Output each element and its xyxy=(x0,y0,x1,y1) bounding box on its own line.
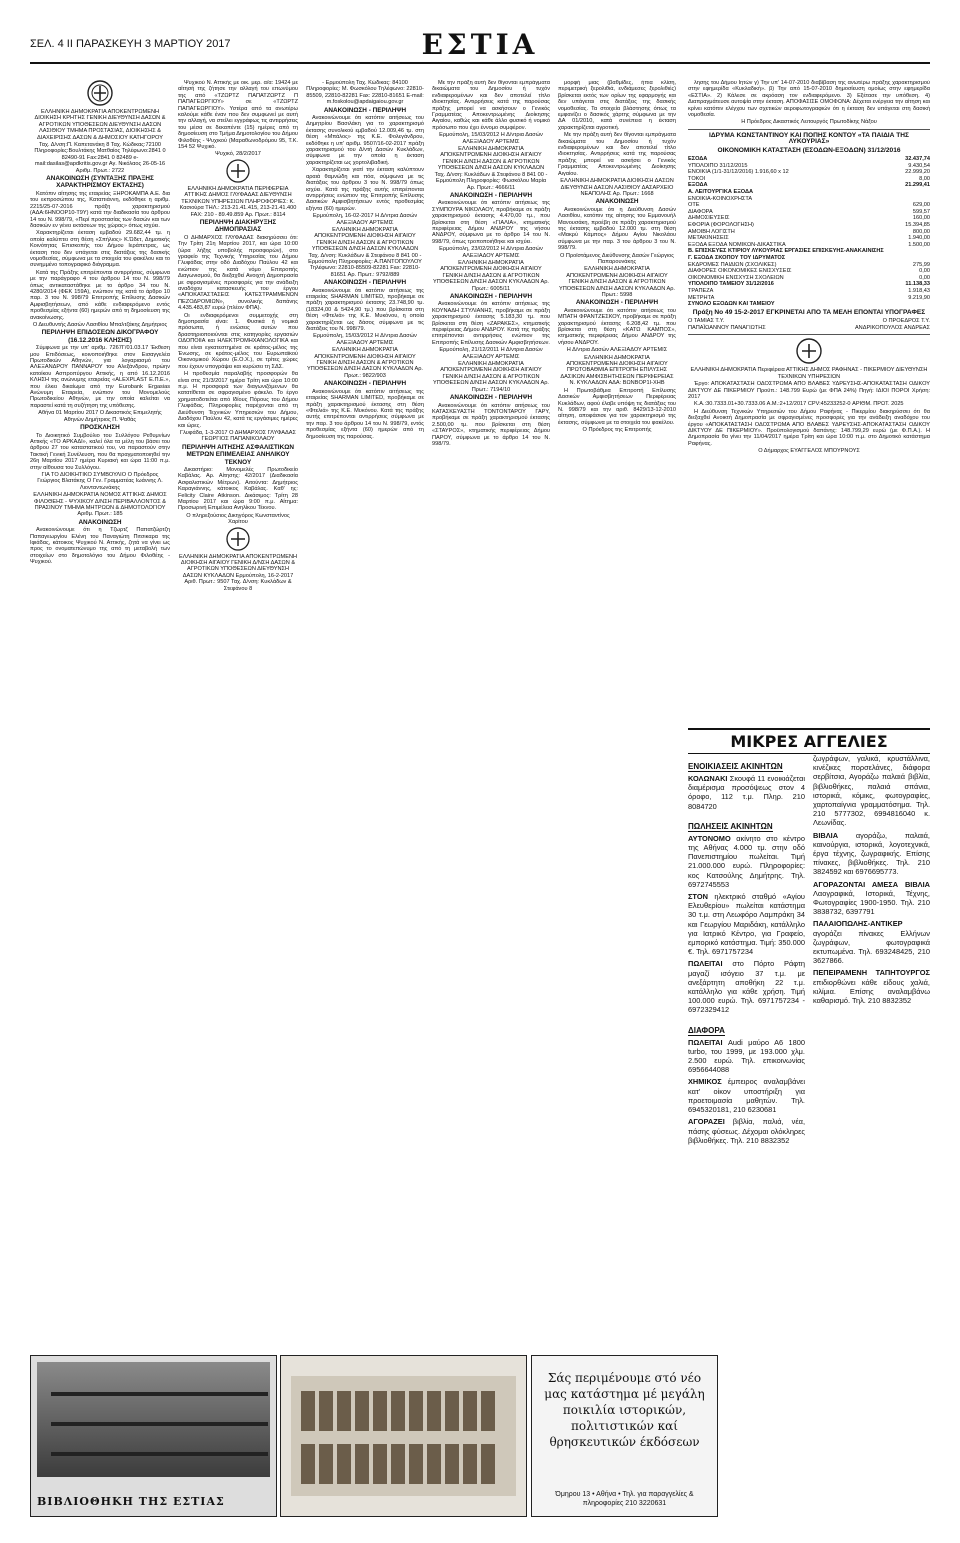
classified-ad-text: ακίνητο στο κέντρο της Αθήνας 4.000 τμ. στην οδό Πανεπιστημίου πωλείται. Τιμή 21.000.000 ευρώ. Πληροφορίες: κος Κατσούλης Δημήτρης. Τηλ. 6972745553 xyxy=(688,833,805,889)
notice-signature: Η Δ/ντρια Δασών ΑΛΕΞΙΑΔΟΥ ΑΡΤΕΜΙΣ xyxy=(566,347,668,354)
notice-body: Κατόπιν αίτησης της εταιρείας ΞΗΡΟΚΑΜΠΑ Α.Ε. δια του εκπροσώπου της, Καταπιάννη, εκδόθηκε η αριθμ. 2215/25-07-2016 πράξη χαρακτηρισμού (ΑΔΑ:6ΗΝΟΟΡ10-Τ9Υ) κατά την διαδικασία του άρθρου 14 του Ν. 998/79, «Περί προστασίας των δασών και των δασικών εν γένει εκτάσεων της χώρας» όπως ισχύει. xyxy=(30,190,170,229)
classifieds-columns xyxy=(688,754,930,1148)
statement-row-label: ΕΦΟΡΙΑ (ΦΟΡΟΛΟΓΗΣΗ) xyxy=(688,222,754,228)
library-caption: ΒΙΒΛΙΟΘΗΚΗ ΤΗΣ ΕΣΤΙΑΣ xyxy=(37,1495,225,1508)
notice-body: Ανακοινώνουμε ότι κατόπιν αιτήσεως του ΚΑΤΑΣΚΕΥΑΣΤΗ ΤΟΝΤΟΝΤΑΡΟΥ ΓΑΡΥ, προβήκαμε σε πράξη χαρακτηρισμού έκτασης 2.500,00 τμ. που βρίσκεται στη θέση «ΣΤΑΥΡΟΣ», κτηματικής περιφέρειας Δήμου ΠΑΡΟΥ, σύμφωνα με το άρθρο 14 του Ν. 998/79. xyxy=(432,402,550,447)
notice-body: Χαρακτηρίζεται γιατί την έκταση καλύπτουν αραιά θαμνώδη και πόα, σύμφωνα με τις διατάξεις του άρθρου 3 του Ν. 998/79 όπως ισχύει. Κατά της πράξης αυτής επιτρέπονται αντιρρήσεις ενώπιον της Επιτροπής Επίλυσης Δασικών Αμφισβητήσεων εντός προθεσμίας εξήντα (60) ημερών. xyxy=(306,167,424,212)
notice-body: Ο ΔΗΜΑΡΧΟΣ ΓΛΥΦΑΔΑΣ διακηρύσσει ότι: Την Τρίτη 21η Μαρτίου 2017, και ώρα 10:00 (ώρα λήξης υποβολής προσφορών), στο γραφείο της Τεχνικής Υπηρεσίας του Δήμου Γλυφάδας στην οδό Διαδόχου Παύλου 42 και ενώπιον της κατά νόμο Επιτροπής Διαγωνισμού, θα διεξαχθεί Ανοιχτή Δημοπρασία με σφραγισμένες προσφορές για την ανάδειξη αναδόχου κατασκευής του έργου «ΑΠΟΚΑΤΑΣΤΑΣΕΙΣ ΚΑΤΕΣΤΡΑΜΜΕΝΩΝ ΠΕΖΟΔΡΟΜΙΩΝ», συνολικής δαπάνης 4.435.483,87 ευρώ (πλέον ΦΠΑ). xyxy=(178,234,298,312)
bookstore-ad-text: Σάς περιμένουμε στό νέο μας κατάστημα μέ μεγάλη ποικιλία ιστορικών, πολιτιστικών καί θρησκευτικών έκδόσεων xyxy=(544,1371,705,1449)
greek-emblem-icon xyxy=(796,338,822,364)
authority-header: ΕΛΛΗΝΙΚΗ ΔΗΜΟΚΡΑΤΙΑ Περιφέρεια ΑΤΤΙΚΗΣ ΔΗΜΟΣ ΡΑΦΗΝΑΣ - ΠΙΚΕΡΜΙΟΥ ΔΙΕΥΘΥΝΣΗ ΤΕΧΝΙΚΩΝ ΥΠΗΡΕΣΙΩΝ xyxy=(690,367,928,380)
classifieds-column-left xyxy=(688,754,805,1148)
notice-signature: Αθήνα 01 Μαρτίου 2017 Ο Δικαστικός Επιμελητής Αθηνών Δημήτριος Π. Ψαθάς xyxy=(38,410,162,423)
classified-ad-lead: ΠΑΛΑΙΟΠΩΛΗΣ-ΑΝΤΙΚΕΡ xyxy=(813,919,903,929)
notice-body: Σύμφωνα με την υπ' αριθμ. 7267Γ/01.03.17 Έκθεση μου Επιδόσεως, κοινοποιήθηκε στον Εισαγγελέα Πρωτοδικών Αθηνών, για λογαριασμό του ΑΛΕΞΑΝΔΡΟΥ ΠΑΝΝΑΡΟΥ του Αλεξάνδρου, πρώην κατοίκου Ασπροπύργου Αττικής, η από 16.12.2016 ΚΛΗΣΗ της ανώνυμης εταιρείας «ALEXPLAST Ε.Π.Ε.», που έλκει δικαίωμα από την Eurobank Ergasias Ανώνυμη Εταιρεία, ενώπιον του Μονομελούς Πρωτοδικείου Αθηνών, με την οποία καλείται να παραστεί κατά τη συζήτηση της υπόθεσης. xyxy=(30,345,170,409)
tender-identifiers: Κ.Α.:30.7333.01+30.7333.06 Α.Μ.:2+12/2017 CPV:45233252-0 ΑΡΙΘΜ. ΠΡΩΤ. 2025 xyxy=(694,401,904,408)
statement-row-value: 275,99 xyxy=(912,261,930,268)
statement-row-value: 0,00 xyxy=(919,274,930,281)
notice-body: Ανακοινώνουμε ότι κατόπιν αιτήσεως του Δημητρίου Βασιλάκη για το χαρακτηρισμό έκτασης συνολικού εμβαδού 12.009,46 τμ. στη θέση «Μπάλος» της Κ.Ε. Φολεγάνδρου, εκδόθηκε η υπ' αριθμ. 9507/16-02-2017 πράξη χαρακτηρισμού του Δ/ντή Δασών Κυκλάδων, σύμφωνα με την οποία η έκταση χαρακτηρίζεται ως χορτολιβαδική. xyxy=(306,115,424,166)
statement-row-label: ΑΜΟΙΒΗ ΛΟΓΙΣΤΗ xyxy=(688,228,735,235)
classified-category-heading: ΠΩΛΗΣΕΙΣ ΑΚΙΝΗΤΩΝ xyxy=(688,821,773,831)
notice-heading: ΑΝΑΚΟΙΝΩΣΗ - ΠΕΡΙΛΗΨΗ xyxy=(575,299,659,307)
authority-header: ΕΛΛΗΝΙΚΗ ΔΗΜΟΚΡΑΤΙΑ ΑΠΟΚΕΝΤΡΩΜΕΝΗ ΔΙΟΙΚΗΣΗ ΑΙΓΑΙΟΥ ΓΕΝΙΚΗ Δ/ΝΣΗ ΔΑΣΩΝ & ΑΓΡΟΤΙΚΩΝ ΥΠΟΘΕΣΕΩΝ Δ/ΝΣΗ ΔΑΣΩΝ ΚΥΚΛΑΔΩΝ Αρ. Πρωτ.: 9822/903 xyxy=(307,347,423,379)
divider xyxy=(688,334,930,335)
classified-ad-lead: ΑΥΤΟΝΟΜΟ xyxy=(688,833,737,843)
balance-rows xyxy=(688,288,930,301)
classified-ad-text: βιβλία, παλιά, νέα, πάσης φύσεως. Δέχομαι ολόκληρες βιβλιοθήκες. Τηλ. 210 8832352 xyxy=(688,1117,805,1145)
notice-heading: ΑΝΑΚΟΙΝΩΣΗ xyxy=(78,518,122,526)
statement-row-value: 1.918,43 xyxy=(908,287,930,294)
notice-body: Η Διεύθυνση Τεχνικών Υπηρεσιών του Δήμου Ραφήνας - Πικερμίου διακηρύσσει ότι θα διεξαχθεί Ανοικτή Δημοπρασία με σφραγισμένες προσφορές για την ανάδειξη αναδόχου του έργου «ΑΠΟΚΑΤΑΣΤΑΣΗ ΟΔΟΣΤΡΩΜΑ ΑΠΟ ΒΛΑΒΕΣ ΥΔΡΕΥΣΗΣ-ΑΠΟΚΑΤΑΣΤΑΣΗ ΟΔΙΚΟΥ ΔΙΚΤΥΟΥ ΔΕ ΠΙΚΕΡΜΙΟΥ». Προϋπολογισμού δαπάνης: 148.799,29 ευρώ (με Φ.Π.Α.). Η Δημοπρασία θα γίνει την 11/04/2017 ημέρα Τρίτη και ώρα 10:00 π.μ. στο Δημοτικό κατάστημα Ραφήνας. xyxy=(688,408,930,447)
classified-ad-lead: ΒΙΒΛΙΑ xyxy=(813,830,856,840)
notice-body: λησης του Δήμου Ιητών γ) Την υπ' 14-07-2010 διαβίβαση της ανωτέρω πράξης χαρακτηρισμού στην εφημερίδα «Κυκλαδική». β) Την από 15-07-2010 δημοσίευση ομοίως στην εφημερίδα «ΕΣΤΙΑ». 2) Κάλεσε σε ακρόαση τον ενδιαφερόμενο. 3) Εξέτασε την υπόθεση. 4) Διαπραγμάτευσε αυτοψία στην έκταση. ΑΠΟΦΑΣΙΣΕ ΟΜΟΦΩΝΑ: Δέχεται ενέργεια την αίτηση και κρίνει κατόπιν ελέγχου των σχετικών αεροφωτογραφιών ότι η έκταση δεν υπάγεται στη δασική νομοθεσία. xyxy=(688,80,930,119)
classified-ad xyxy=(688,1077,805,1114)
statement-row-label: ΥΠΟΛΟΙΠΟ 31/12/2015 xyxy=(688,162,748,169)
statement-row xyxy=(688,209,930,216)
notice-body: Ανακοινώνουμε ότι κατόπιν αιτήσεως της ΚΟΥΝΑΔΗ ΣΤΥΛΙΑΝΗΣ, προβήκαμε σε πράξη χαρακτηρισμού έκτασης 5.183,30 τμ. που βρίσκεται στη θέση «ΖΑΡΑΚΕΣ», κτηματικής περιφέρειας Δήμου ΑΝΔΡΟΥ. Κατά της πράξης επιτρέπονται αντιρρήσεις ενώπιον της Επιτροπής Επίλυσης Δασικών Αμφισβητήσεων. xyxy=(432,301,550,346)
balance-total-row: ΥΠΟΛΟΙΠΟ ΤΑΜΕΙΟΥ 31/12/2016 11.138,33 xyxy=(688,281,930,288)
page-number-date: ΣΕΛ. 4 ΙΙ ΠΑΡΑΣΚΕΥΗ 3 ΜΑΡΤΙΟΥ 2017 xyxy=(30,38,231,50)
classifieds-title: ΜΙΚΡΕΣ ΑΓΓΕΛΙΕΣ xyxy=(688,728,930,754)
notice-heading: ΠΡΟΣΚΛΗΣΗ xyxy=(80,424,120,432)
classified-ad xyxy=(688,1117,805,1145)
books-display xyxy=(280,1355,527,1517)
authority-header: ΕΛΛΗΝΙΚΗ ΔΗΜΟΚΡΑΤΙΑ ΑΠΟΚΕΝΤΡΩΜΕΝΗ ΔΙΟΙΚΗΣΗ ΑΙΓΑΙΟΥ ΓΕΝΙΚΗ Δ/ΝΣΗ ΔΑΣΩΝ & ΑΓΡΟΤΙΚΩΝ ΥΠΟΘΕΣΕΩΝ ΔΙΕΥΘΥΝΣΗ ΔΑΣΩΝ ΚΥΚΛΑΔΩΝ Ερμούπολη, 16-2-2017 Αριθ. Πρωτ.: 9507 Ταχ. Δ/νση: Κυκλάδων & Στεφάνου 8 xyxy=(178,553,298,592)
statement-row-value: 599,57 xyxy=(912,208,930,215)
classified-ad-text: έμπειρος αναλαμβάνει κατ' οίκον υποστήριξη για προετοιμασία μαθητών. Τηλ. 6945320181, 210 6230681 xyxy=(688,1077,805,1115)
classifieds-column-right xyxy=(813,754,930,1148)
authority-address: Ταχ. Δ/νση:Π. Καπετανάκη 8 Ταχ. Κώδικας:72100 Πληροφορίες:Βουλτάκης Ματθαίος Τηλέφωνο:2841 0 82490-91 Fax:2841 0 82489 e-mail:dasilas@apdkritis.gov.gr Αγ. Νικόλαος 26-05-16 Αριθμ. Πρωτ.: 2722 xyxy=(34,142,166,174)
authority-header: ΕΛΛΗΝΙΚΗ ΔΗΜΟΚΡΑΤΙΑ ΑΠΟΚΕΝΤΡΩΜΕΝΗ ΔΙΟΙΚΗΣΗ ΑΙΓΑΙΟΥ ΓΕΝΙΚΗ Δ/ΝΣΗ ΔΑΣΩΝ & ΑΓΡΟΤΙΚΩΝ ΥΠΟΘΕΣΕΩΝ Δ/ΝΣΗ ΔΑΣΩΝ ΚΥΚΛΑΔΩΝ Ταχ. Δ/νση: Κυκλάδων & Στεφάνου 8 841 00 - Ερμούπολη Πληροφορίες: Φωσκόλου Μαρία Αρ. Πρωτ.: 4666/11 xyxy=(434,146,548,191)
authority-header: ΕΛΛΗΝΙΚΗ ΔΗΜΟΚΡΑΤΙΑ ΑΠΟΚΕΝΤΡΩΜΕΝΗ ΔΙΟΙΚΗΣΗ ΑΙΓΑΙΟΥ ΓΕΝΙΚΗ Δ/ΝΣΗ ΔΑΣΩΝ & ΑΓΡΟΤΙΚΩΝ ΥΠΟΘΕΣΕΩΝ Δ/ΝΣΗ ΔΑΣΩΝ ΚΥΚΛΑΔΩΝ Αρ. Πρωτ.: 6005/11 xyxy=(433,259,549,292)
notice-body: Δικαστήριο: Μονομελές Πρωτοδικείο Καβάλας. Αρ. Αίτησης: 42/2017 (Διαδικασία Ασφαλιστικών Μέτρων). Αιτούντα: Δημήτριος Καραγιάννης, κάτοικος Καβάλας. Καθ' ης: Felicity Claire Atkinson. Δικάσιμος: Τρίτη 28 Μαρτίου 2017 και ώρα 9:00 π.μ. Αίτημα: Προσωρινή Επιμέλεια Ανηλίκου Τέκνου. xyxy=(178,466,298,512)
statement-row xyxy=(688,215,930,222)
classified-ad-lead: ΣΤΟΝ xyxy=(688,892,715,902)
authority-header: ΕΛΛΗΝΙΚΗ ΔΗΜΟΚΡΑΤΙΑ ΑΠΟΚΕΝΤΡΩΜΕΝΗ ΔΙΟΙΚΗΣΗ ΑΙΓΑΙΟΥ ΓΕΝΙΚΗ Δ/ΝΣΗ ΔΑΣΩΝ & ΑΓΡΟΤΙΚΩΝ ΥΠΟΘΕΣΕΩΝ Δ/ΝΣΗ ΔΑΣΩΝ ΚΥΚΛΑΔΩΝ Ταχ. Δ/νση: Κυκλάδων & Στεφάνου 8 841 00 - Ερμούπολη Πληροφορίες: Α.ΠΑΝΤΟΠΟΥΛΟΥ Τηλέφωνο: 22810-85509-82281 Fax: 22810-81651 Αρ. Πρωτ.: 9792/889 xyxy=(308,226,422,278)
expense-subheading: Γ. ΕΞΟΔΑ ΣΚΟΠΟΥ ΤΟΥ ΙΔΡΥΜΑΤΟΣ xyxy=(688,254,786,261)
notice-body: Οι ενδιαφερόμενοι συμμετοχής στη δημοπρασία είναι: 1. Φυσικά ή νομικά πρόσωπα, ή ενώσεις αυτών που δραστηριοποιούνται στις κατηγορίες εργασιών ΟΔΟΠΟΙΙΑ και ΗΛΕΚΤΡΟΜΗΧΑΝΟΛΟΓΙΚΑ και που είναι εγκατεστημένα σε κράτος-μέλος της Ένωσης, σε κράτος-μέλος του Ευρωπαϊκού Οικονομικού Χώρου (Ε.Ο.Χ.), σε τρίτες χώρες που έχουν υπογράψει και κυρώσει τη ΣΔΣ. xyxy=(178,312,298,370)
notice-signature: Ερμούπολη, 21/12/2011 Η Δ/ντρια Δασών ΑΛΕΞΙΑΔΟΥ ΑΡΤΕΜΙΣ xyxy=(439,347,543,360)
statement-row-value: 1.940,00 xyxy=(908,235,930,242)
statement-row xyxy=(688,295,930,302)
statement-row-label: ΔΙΑΦΟΡΑ xyxy=(688,208,713,215)
notice-body: Ανακοινώνουμε ότι η Τζωρτζ Παπατζώρτζη Παπαγεωργίου Ελένη του Παναγιώτη Πιτσικαρα της Ιφιάδας, κάτοικος Ψυχικού Ν. Αττικής, ζητά να γίνει ως προς το ονοματεπώνυμο της από τη μεταβολή των στοιχείων στο δημοτολόγιο του Δήμου Φιλοθέης - Ψυχικού. xyxy=(30,527,170,566)
statement-row xyxy=(688,222,930,229)
statement-row-value: 629,00 xyxy=(912,202,930,209)
foundation-title: ΙΔΡΥΜΑ ΚΩΝΣΤΑΝΤΙΝΟΥ ΚΑΙ ΠΟΠΗΣ ΚΟΝΤΟΥ «ΤΑ ΠΑΙΔΙΑ ΤΗΣ ΛΥΚΟΥΡΙΑΣ» xyxy=(709,131,909,146)
notice-heading: ΑΝΑΚΟΙΝΩΣΗ - ΠΕΡΙΛΗΨΗ xyxy=(449,293,533,300)
classified-ad xyxy=(813,919,930,965)
column-4 xyxy=(432,80,550,1345)
statement-row-label: ΔΙΑΦΟΡΕΣ ΟΙΚΟΝΟΜΙΚΕΣ ΕΝΙΣΧΥΣΕΙΣ xyxy=(688,268,792,275)
statement-row xyxy=(688,268,930,275)
classified-ad-lead: ΠΩΛΕΙΤΑΙ xyxy=(688,959,733,969)
classified-ad xyxy=(688,774,805,811)
notice-signature: Ο Πρόεδρος της Επιτροπής xyxy=(582,427,652,434)
statement-row-value: 9.430,54 xyxy=(908,162,930,169)
statement-row xyxy=(688,242,930,249)
statement-row xyxy=(688,275,930,282)
notice-body: Το Διοικητικό Συμβούλιο του Συλλόγου Ρεθυμνίων Αττικής «ΤΟ ΑΡΚΑΔΙ», καλεί όλα τα μέλη του βάσει του άρθρου 27 του καταστατικού του, να παραστούν στην Τακτική Γενική Συνέλευση, που θα πραγματοποιηθεί την 26η Μαρτίου 2017 ημέρα Κυριακή και ώρα 11:00 π.μ. στην αίθουσα του Συλλόγου. xyxy=(30,432,170,471)
approval-act: Πράξη Νο 49 15-2-2017 ΕΓΚΡΙΝΕΤΑΙ ΑΠΟ ΤΑ ΜΕΛΗ ΕΠΟΝΤΑΙ ΥΠΟΓΡΑΦΕΣ xyxy=(692,308,926,316)
bookstore-ad xyxy=(531,1355,718,1517)
expense-subheading: Β. ΕΠΙΣΚΕΥΕΣ ΚΤΙΡΙΟΥ ΛΥΚΟΥΡΙΑΣ ΕΡΓΑΣΙΕΣ ΕΠΙΣΚΕΥΗΣ-ΑΝΑΚΑΙΝΙΣΗΣ xyxy=(688,248,884,255)
classified-ad-lead: ΑΓΟΡΑΖΕΙ xyxy=(688,1117,733,1127)
classified-ad-text: στο Πόρτο Ράφτη μαγαζί ισόγειο 37 τ.μ. με ανεξάρτητη αποθήκη 22 τ.μ. κατάλληλο για κάθε χρήση. Τιμή 100.000 ευρώ. Τηλ. 6971757234 - 6972329412 xyxy=(688,959,805,1015)
notice-heading: ΑΝΑΚΟΙΝΩΣΗ - ΠΕΡΙΛΗΨΗ xyxy=(323,380,407,388)
notice-body: Ανακοινώνουμε ότι κατόπιν αιτήσεως της εταιρείας SHARMAN LIMITED, προβήκαμε σε πράξη χαρακτηρισμού έκτασης στη θέση «Φτελιά» της Κ.Ε. Μυκόνου. Κατά της πράξης αυτής επιτρέπονται αντιρρήσεις σύμφωνα με την παρ. 3 του άρθρου 14 του Ν. 998/79, εντός προθεσμίας εξήντα (60) ημερών από τη δημοσίευση της παρούσας. xyxy=(306,388,424,440)
statement-row-label: ΕΞΟΔΑ ΕΞΟΔΑ ΝΟΜΙΚΩΝ-ΔΙΚΑΣΤΙΚΑ xyxy=(688,241,786,248)
notice-signature: Ο Δήμαρχος ΕΥΑΓΓΕΛΟΣ ΜΠΟΥΡΝΟΥΣ xyxy=(758,448,860,455)
classified-ad xyxy=(813,880,930,917)
statement-row-label: ΤΡΑΠΕΖΑ xyxy=(688,287,714,294)
signatory-titles: Ο ΤΑΜΙΑΣ Τ.Υ. Ο ΠΡΟΕΔΡΟΣ Τ.Υ. xyxy=(688,318,930,325)
statement-row-label: ΜΕΤΑΚΙΝΗΣΕΙΣ xyxy=(688,235,729,242)
statement-row-label: ΕΝΟΙΚΙΑ-ΚΟΙΝΟΧΡΗΣΤΑ xyxy=(688,195,753,202)
notice-signature: Ο Προϊστάμενος Διεύθυνσης Δασών Γεώργιος Παπαρουνάκης xyxy=(560,252,674,265)
classified-ad-text: ηλεκτρικό σταθμό «Αγίου Ελευθερίου» πωλείται κατάστημα 30 τ.μ. στη Λεωφόρο Λαμπράκη 34 και Γεωργίου Μαριδάκη, κατάλληλο για Ιατρικό Κέντρο, για Γραφείο, εμπορικό κατάστημα. Τιμή: 350.000 €. Τηλ. 6971757234 xyxy=(688,892,805,957)
statement-row-label: ΔΗΜΟΣΙΕΥΣΕΙΣ xyxy=(688,215,730,222)
classified-ad xyxy=(688,892,805,956)
expense-rows xyxy=(688,262,930,282)
notice-body: Κατά της Πράξης επιτρέπονται αντιρρήσεις, σύμφωνα με την παράγραφο 4 του άρθρου 14 του Ν. 998/79 όπως αντικαταστάθηκε με το άρθρο 34 του Ν. 4280/2014 (ΦΕΚ 159Α), ενώπιον της κατά το άρθρο 10 παρ. 3 του Ν. 998/79 Επιτροπής Επίλυσης Δασικών Αμφισβητήσεων, από κάθε ενδιαφερόμενο εντός προθεσμίας εξήντα (60) ημερών από τη δημοσίευση της ανακοίνωσης. xyxy=(30,269,170,321)
income-rows xyxy=(688,163,930,183)
expense-total-row: ΕΞΟΔΑ 21.299,41 xyxy=(688,182,930,189)
notice-body: Ανακοινώνουμε ότι κατόπιν αιτήσεως της ΣΥΜΠΟΥΡΑ ΝΙΚΟΛΑΟΥ, προβήκαμε σε πράξη χαρακτηρισμού έκτασης 4.470,00 τμ., που βρίσκεται στη θέση «ΓΙΑΛΙΑ», κτηματικής περιφέρειας Δήμου ΑΝΔΡΟΥ της νήσου ΑΝΔΡΟΥ, σύμφωνα με το άρθρο 14 του Ν. 998/79, όπως τροποποιήθηκε και ισχύει. xyxy=(432,200,550,245)
greek-emblem-icon xyxy=(87,80,113,106)
column-3 xyxy=(306,80,424,1350)
notice-heading: ΑΝΑΚΟΙΝΩΣΗ - ΠΕΡΙΛΗΨΗ xyxy=(323,279,407,287)
statement-row-value: 15.394,85 xyxy=(905,222,930,228)
authority-header: ΕΛΛΗΝΙΚΗ ΔΗΜΟΚΡΑΤΙΑ ΑΠΟΚΕΝΤΡΩΜΕΝΗ ΔΙΟΙΚΗΣΗ ΑΙΓΑΙΟΥ ΓΕΝΙΚΗ Δ/ΝΣΗ ΔΑΣΩΝ & ΑΓΡΟΤΙΚΩΝ ΥΠΟΘΕΣΕΩΝ Δ/ΝΣΗ ΔΑΣΩΝ ΚΥΚΛΑΔΩΝ Αρ. Πρωτ.: 7194/10 xyxy=(433,361,549,393)
notice-signature: Γλυφάδα, 1-3-2017 Ο ΔΗΜΑΡΧΟΣ ΓΛΥΦΑΔΑΣ ΓΕΩΡΓΙΟΣ ΠΑΠΑΝΙΚΟΛΑΟΥ xyxy=(180,429,296,443)
classified-ad xyxy=(688,959,805,1014)
statement-row xyxy=(688,262,930,269)
signatory-names: ΠΑΠΑΪΩΑΝΝΟΥ ΠΑΝΑΓΙΩΤΗΣ ΑΝΔΡΙΚΟΠΟΥΛΟΣ ΑΝΔΡΕΑΣ xyxy=(688,324,930,331)
classified-ad-lead: ΠΕΠΕΙΡΑΜΕΝΗ ΤΑΠΗΤΟΥΡΓΟΣ xyxy=(813,968,930,978)
classifieds-section xyxy=(688,728,930,1148)
notice-heading: ΠΕΡΙΛΗΨΗ ΕΠΙΔΟΣΕΩΝ ΔΙΚΟΓΡΑΦΟΥ (16.12.2016 ΚΛΗΣΗΣ) xyxy=(41,329,159,344)
notice-body: Ανακοινώνουμε ότι κατόπιν αιτήσεως της εταιρείας SHARMAN LIMITED, προβήκαμε σε πράξη χαρακτηρισμού έκτασης 23.748,90 τμ. (18324,00 & 5424,90 τμ.) που βρίσκεται στη θέση «Φτελιά» της Κ.Ε. Μυκόνου, η οποία χαρακτηρίζεται ως δάσος σύμφωνα με τις διατάξεις του Ν. 998/79. xyxy=(306,287,424,333)
statement-row-value: 160,00 xyxy=(912,215,930,222)
classified-ad-text: Σκουφά 11 ενοικιάζεται διαμέρισμα προσόψεως στον 4 όροφο, 112 τ.μ. Πληρ. 210 8084720 xyxy=(688,774,805,811)
classified-ad xyxy=(813,831,930,877)
notice-body: Ανακοινώνουμε ότι κατόπιν αιτήσεως του ΜΠΑΤΗ ΦΡΑΝΤΖΕΣΚΟΥ, προβήκαμε σε πράξη χαρακτηρισμού έκτασης 6.208,42 τμ. που βρίσκεται στη θέση «ΚΑΤΩ ΚΑΜΠΟΣ», κτηματικής περιφέρειας Δήμου ΑΝΔΡΟΥ της νήσου ΑΝΔΡΟΥ. xyxy=(558,307,676,346)
library-promo xyxy=(30,1355,277,1517)
statement-row xyxy=(688,169,930,176)
notice-signature: Ερμούπολη, 15/03/2012 Η Δ/ντρια Δασών ΑΛΕΞΙΑΔΟΥ ΑΡΤΕΜΙΣ xyxy=(439,132,543,145)
notice-heading: ΠΕΡΙΛΗΨΗ ΑΙΤΗΣΗΣ ΑΣΦΑΛΙΣΤΙΚΩΝ ΜΕΤΡΩΝ ΕΠΙΜΕΛΕΙΑΣ ΑΝΗΛΙΚΟΥ ΤΕΚΝΟΥ xyxy=(182,443,294,466)
classified-ad-text: ζωγράφων, γαλικά, κρυστάλλινα, κινέζικες πορσελάνες, διάφορα σερβίτσια, Αγοράζω παλαιά βιβλία, βιβλιοθήκες, παλαιά σπάνια, ιστορικά, κόμικς, φωτογραφίες, χαρτοπαίγνια γραμματόσημα. Τηλ. 210 5777302, 6994816040 κ. Λεωνίδας. xyxy=(813,754,930,828)
authority-header: ΕΛΛΗΝΙΚΗ ΔΗΜΟΚΡΑΤΙΑ ΑΠΟΚΕΝΤΡΩΜΕΝΗ ΔΙΟΙΚΗΣΗ ΑΙΓΑΙΟΥ ΠΡΩΤΟΒΑΘΜΙΑ ΕΠΙΤΡΟΠΗ ΕΠΙΛΥΣΗΣ ΔΑΣΙΚΩΝ ΑΜΦΙΣΒΗΤΗΣΕΩΝ ΠΕΡΙΦΕΡΕΙΑΣ Ν. ΚΥΚΛΑΔΩΝ ΑΔΑ: ΒΩΝΒΟΡ1Ι-ΧΗΒ xyxy=(560,354,674,387)
classified-ad-lead: ΚΟΛΩΝΑΚΙ xyxy=(688,774,730,783)
tender-meta: Έργο: ΑΠΟΚΑΤΑΣΤΑΣΗ ΟΔΟΣΤΡΩΜΑ ΑΠΟ ΒΛΑΒΕΣ ΥΔΡΕΥΣΗΣ-ΑΠΟΚΑΤΑΣΤΑΣΗ ΟΔΙΚΟΥ ΔΙΚΤΥΟΥ ΔΕ ΠΙΚΕΡΜΙΟΥ Προϋπ.: 148.799 Ευρώ (με ΦΠΑ 24%) Πηγή: ΙΔΙΟΙ ΠΟΡΟΙ Χρήση: 2017 xyxy=(688,381,930,400)
expense-subheading: Α. ΛΕΙΤΟΥΡΓΙΚΑ ΕΞΟΔΑ xyxy=(688,189,754,196)
notice-heading: ΑΝΑΚΟΙΝΩΣΗ - ΠΕΡΙΛΗΨΗ xyxy=(323,106,407,114)
statement-row xyxy=(688,176,930,183)
column-2 xyxy=(178,80,298,1350)
notice-heading: ΑΝΑΚΟΙΝΩΣΗ xyxy=(595,198,639,206)
notice-body: Ανακοινώνουμε ότι η Διεύθυνση Δασών Λασιθίου, κατόπιν της αίτησης του Εμμανουήλ Μανουσάκη, προέβη σε πράξη χαρακτηρισμού της έκτασης εμβαδού 12.000 τμ. στη θέση «Μακρύ Κάμπος» Δήμου Αγίου Νικολάου σύμφωνα με την παρ. 3 του άρθρου 3 του Ν. 998/79. xyxy=(558,206,676,252)
notice-body: Ψυχικού Ν. Αττικής με οικ. μερ. α/α: 19424 με αίτησή της ζήτησε την αλλαγή του επωνύμου της από «ΤΖΩΡΤΖ ΠΑΠΑΤΖΩΡΤΖ Π ΠΑΠΑΓΕΩΡΓΙΟΥ» σε «ΤΖΩΡΤΖ ΠΑΠΑΓΕΩΡΓΙΟΥ». Υστέρα από τα ανωτέρω καλούμε κάθε έναν που δεν συμφωνεί με αυτή την αλλαγή, να στείλει εγγράφως τις αντιρρήσεις του μέσα σε δεκαπέντε (15) ημέρες από τη δημοσίευση στο Τμήμα Δημοτολογίου του Δήμου Φιλοθέης - Ψυχικού (Μαραθωνοδρόμου 95, Τ.Κ. 154 52 Ψυχικό. xyxy=(178,80,298,151)
statement-row-value: 9.219,90 xyxy=(908,294,930,301)
classified-ad-lead: ΑΓΟΡΑΖΟΝΤΑΙ ΑΜΕΣΑ ΒΙΒΛΙΑ xyxy=(813,879,930,889)
greek-emblem-icon xyxy=(226,159,250,183)
expense-rows xyxy=(688,196,930,249)
notice-signature: Ερμούπολη, 23/02/2012 Η Δ/ντρια Δασών ΑΛΕΞΙΑΔΟΥ ΑΡΤΕΜΙΣ xyxy=(439,246,543,259)
notice-body: Χαρακτηρίζεται έκταση εμβαδού 29.682,44 τμ. η οποία καλύπτει στη θέση «Σπήλιος» Κ.Ώδετ, Δημοτικής Κοινότητας Επισκοπής του Δήμου Ιεράπετρας, ως έκταση που δεν υπάγεται στις διατάξεις της δασικής νομοθεσίας, σύμφωνα με τα στοιχεία του φακέλου και το συνημμένο τοπογραφικό διάγραμμα. xyxy=(30,230,170,269)
statement-row-value: 22.999,20 xyxy=(905,169,930,176)
statement-row-label: ΕΝΟΙΚΙΑ (1/1-31/12/2016) 1.916,60 x 12 xyxy=(688,169,789,176)
classified-ad-text: Λαογραφικά, Ιστορικά, Τέχνης, Φωτογραφίες 1900-1950. Τηλ. 210 3838732, 6397791 xyxy=(813,888,930,917)
classified-ad xyxy=(813,754,930,828)
grand-total-row: ΣΥΝΟΛΟ ΕΞΟΔΩΝ ΚΑΙ ΤΑΜΕΙΟΥ xyxy=(688,301,775,308)
statement-row xyxy=(688,202,930,209)
statement-row xyxy=(688,288,930,295)
bookshelf-illustration xyxy=(281,1356,526,1516)
notice-body: Η Πρωτοβάθμια Επιτροπή Επίλυσης Δασικών Αμφισβητήσεων Περιφέρειας Κυκλάδων, αφού έλαβε υπόψη τις διατάξεις του Ν. 998/79 και την αριθ. 8429/13-12-2010 αίτηση, αποφάσισε για τον χαρακτηρισμό της έκτασης, σύμφωνα με τα στοιχεία του φακέλου. xyxy=(558,387,676,426)
authority-header: ΕΛΛΗΝΙΚΗ ΔΗΜΟΚΡΑΤΙΑ ΔΙΟΙΚΗΣΗ ΔΑΣΩΝ ΔΙΕΥΘΥΝΣΗ ΔΑΣΩΝ ΛΑΣΙΘΙΟΥ ΔΑΣΑΡΧΕΙΟ ΝΕΑΠΟΛΗΣ Αρ. Πρωτ.: 1668 xyxy=(560,178,674,197)
statement-row xyxy=(688,229,930,236)
bookstore-ad-footer: Όμηρου 13 • Αθήνα • Τηλ. για παραγγελίες & πληροφορίες 210 3220631 xyxy=(555,1491,694,1507)
column-6 xyxy=(688,80,930,720)
classified-ad xyxy=(688,834,805,889)
statement-title: ΟΙΚΟΝΟΜΙΚΗ ΚΑΤΑΣΤΑΣΗ (ΕΣΟΔΩΝ-ΕΞΟΔΩΝ) 31/12/2016 xyxy=(717,146,901,154)
classified-ad-lead: ΠΩΛΕΙΤΑΙ xyxy=(688,1037,728,1047)
notice-signature: Ο πληρεξούσιος Δικηγόρος Κωνσταντίνος Χαρίτου xyxy=(186,512,290,526)
statement-row-label: ΤΟΚΟΙ xyxy=(688,175,706,182)
statement-row-label: ΟΤΕ xyxy=(688,202,700,209)
notice-body: Η προθεσμία παραλαβής προσφορών θα είναι στις 21/3/2017 ημέρα Τρίτη και ώρα 10:00 π.μ. Η προσφορά των διαγωνιζόμενων θα κατατίθεται σε σφραγισμένο φάκελο. Το έργο χρηματοδοτείται από Ιδίους Πόρους του Δήμου Γλυφάδας. Πληροφορίες παρέχονται από τη Διεύθυνση Τεχνικών Υπηρεσιών του Δήμου, Διαδόχου Παύλου 42, κατά τις εργάσιμες ημέρες και ώρες. xyxy=(178,371,298,429)
statement-row xyxy=(688,196,930,203)
masthead-title: ΕΣΤΙΑ xyxy=(421,28,539,61)
notice-body: Με την πράξη αυτή δεν θίγονται εμπράγματα δικαιώματα του Δημοσίου ή τυχόν ενδιαφερομένων και δεν αποτελεί τίτλο ιδιοκτησίας. Αντιρρήσεις κατά της παρούσας πράξης μπορεί να ασκήσουν ο Γενικός Γραμματέας Αποκεντρωμένης Διοίκησης Αιγαίου, καθώς και κάθε άλλο φυσικό ή νομικό πρόσωπο που έχει έννομο συμφέρον. xyxy=(432,80,550,131)
classified-ad-text: αγοράζω, παλαιά, καινούργια, ιστορικά, λογοτεχνικά, έργα τέχνης, ζωγραφικής. Επίσης πίνακες, βιβλιοθήκες. Τηλ. 210 3824592 και 6976695773. xyxy=(813,830,930,877)
classified-ad-text: επιδιορθώνει κάθε είδους χαλιά, κιλίμια. Επίσης αναλαμβάνω καθαρισμό. Τηλ. 210 8832352 xyxy=(813,977,930,1006)
notice-signature: ΓΙΑ ΤΟ ΔΙΟΙΚΗΤΙΚΟ ΣΥΜΒΟΥΛΙΟ Ο Πρόεδρος Γεώργιος Βλατάκης Ο Γεν. Γραμματέας Ιωάννης Λ. Λιονταντωνάκης xyxy=(37,471,163,491)
page-header xyxy=(30,30,930,64)
authority-header: ΕΛΛΗΝΙΚΗ ΔΗΜΟΚΡΑΤΙΑ ΠΕΡΙΦΕΡΕΙΑ ΑΤΤΙΚΗΣ ΔΗΜΟΣ ΓΛΥΦΑΔΑΣ ΔΙΕΥΘΥΝΣΗ ΤΕΧΝΙΚΩΝ ΥΠΗΡΕΣΙΩΝ ΠΛΗΡΟΦΟΡΙΕΣ: Κ. Κασιούρα ΤΗΛ.: 213-21.41.415, 213-21.41.400 FAX: 210 - 89.49.859 Αρ. Πρωτ.: 8114 xyxy=(179,185,297,218)
statement-row-value: 1.500,00 xyxy=(908,241,930,248)
income-total-row: ΕΣΟΔΑ 32.437,74 xyxy=(688,156,930,163)
statement-row-value: 0,00 xyxy=(919,268,930,275)
notice-signature: Ψυχικό, 28/2/2017 xyxy=(215,151,261,158)
statement-row xyxy=(688,235,930,242)
notice-signature: Η Πρόεδρος Δικαστικός Λειτουργός Πρωτοδίκης Νάξου xyxy=(741,119,877,126)
authority-header: ΕΛΛΗΝΙΚΗ ΔΗΜΟΚΡΑΤΙΑ ΑΠΟΚΕΝΤΡΩΜΕΝΗ ΔΙΟΙΚΗΣΗ ΚΡΗΤΗΣ ΓΕΝΙΚΗ ΔΙΕΥΘΥΝΣΗ ΔΑΣΩΝ & ΑΓΡΟΤΙΚΩΝ ΥΠΟΘΕΣΕΩΝ ΔΙΕΥΘΥΝΣΗ ΔΑΣΩΝ ΛΑΣΙΘΙΟΥ ΤΜΗΜΑ ΠΡΟΣΤΑΣΙΑΣ, ΔΙΟΙΚΗΣΗΣ & ΔΙΑΧΕΙΡΙΣΗΣ ΔΑΣΩΝ & ΔΗΜΟΣΙΟΥ ΚΑΤΗΓΟΡΟΥ xyxy=(34,109,166,141)
notice-heading: ΑΝΑΚΟΙΝΩΣΗ - ΠΕΡΙΛΗΨΗ xyxy=(449,394,533,402)
classified-ad-text: Audi μαύρο Α6 1800 turbo, του 1999, με 193.000 χλμ. 2.500 ευρώ. Τηλ. επικοινωνίας 6956644088 xyxy=(688,1037,805,1075)
statement-row xyxy=(688,163,930,170)
notice-heading: ΑΝΑΚΟΙΝΩΣΗ - ΠΕΡΙΛΗΨΗ xyxy=(449,191,533,199)
statement-row-label: ΜΕΤΡΗΤΑ xyxy=(688,294,715,301)
notice-signature: Ερμούπολη, 15/03/2012 Η Δ/ντρια Δασών ΑΛΕΞΙΑΔΟΥ ΑΡΤΕΜΙΣ xyxy=(313,333,417,346)
statement-row-label: ΟΙΚΟΝΟΜΙΚΗ ΕΝΙΣΧΥΣΗ ΣΧΟΛΕΙΩΝ xyxy=(688,274,784,281)
notice-signature: Ο Διευθυντής Δασών Λασιθίου Μπαλτζάκης Δημήτριος xyxy=(32,322,168,328)
notice-body: Με την πράξη αυτή δεν θίγονται εμπράγματα δικαιώματα του Δημοσίου ή τυχόν ενδιαφερομένων και δεν αποτελεί τίτλο ιδιοκτησίας. Αντιρρήσεις κατά της παρούσας πράξης μπορεί να ασκήσει ο Γενικός Γραμματέας Αποκεντρωμένης Διοίκησης Αιγαίου. xyxy=(558,132,676,177)
notice-heading: ΠΕΡΙΛΗΨΗ ΔΙΑΚΗΡΥΞΗΣ ΔΗΜΟΠΡΑΣΙΑΣ xyxy=(199,218,277,234)
divider xyxy=(688,129,930,130)
classified-category-heading: ΔΙΑΦΟΡΑ xyxy=(688,1025,725,1035)
statement-row-value: 800,00 xyxy=(912,228,930,235)
library-photo xyxy=(37,1362,270,1477)
classified-ad xyxy=(688,1038,805,1075)
notice-body: μορφή μιας (βαθμίδες, ήπια κλίση, περιμετρική ξερολιθιά, ενδιάμεσες ξερολιθιές) βρίσκεται εκτός των ορίων της εφαρμογής και δεν υπάγεται στις διατάξεις της δασικής νομοθεσίας. Τα στοιχεία βλάστησης όπως τα εμφανίζει ο δασικός χάρτης σύμφωνα με την ΔΑ 01/2010, κατά συνέπεια η έκταση χαρακτηρίζεται αγροτική. xyxy=(558,80,676,131)
authority-address: - Ερμούπολη Ταχ. Κώδικας: 84100 Πληροφορίες: Μ. Φωσκόλου Τηλέφωνο: 22810-85509, 22810-82281 Fax: 22810-81651 E-mail: m.foskolou@apdaigaiou.gov.gr xyxy=(306,80,424,106)
notice-heading: ΑΝΑΚΟΙΝΩΣΗ (ΣΥΝΤΑΞΗΣ ΠΡΑΞΗΣ ΧΑΡΑΚΤΗΡΙΣΜΟΥ ΕΚΤΑΣΗΣ) xyxy=(46,175,154,190)
classified-ad xyxy=(813,968,930,1005)
column-1 xyxy=(30,80,170,1350)
classified-ad-text: αγοράζει πίνακες Ελλήνων ζωγράφων, φωτογραφικά εκτυπωμένα. Τηλ. 693248425, 210 3627866. xyxy=(813,928,930,966)
notice-signature: Ερμούπολη, 16-02-2017 Η Δ/ντρια Δασών ΑΛΕΞΙΑΔΟΥ ΑΡΤΕΜΙΣ xyxy=(312,213,418,226)
greek-emblem-icon xyxy=(226,527,250,551)
statement-row-label: ΕΚΔΡΟΜΕΣ ΠΑΙΔΙΩΝ (ΣΧΟΛΙΚΕΣ) xyxy=(688,261,777,268)
authority-header: ΕΛΛΗΝΙΚΗ ΔΗΜΟΚΡΑΤΙΑ ΝΟΜΟΣ ΑΤΤΙΚΗΣ ΔΗΜΟΣ ΦΙΛΟΘΕΗΣ - ΨΥΧΙΚΟΥ Δ/ΝΣΗ ΠΕΡΙΒΑΛΛΟΝΤΟΣ & ΠΡΑΣΙΝΟΥ ΤΜΗΜΑ ΜΗΤΡΩΩΝ & ΔΗΜΟΤΟΛΟΓΙΟΥ Αριθμ. Πρωτ.: 185 xyxy=(33,492,167,518)
authority-header: ΕΛΛΗΝΙΚΗ ΔΗΜΟΚΡΑΤΙΑ ΑΠΟΚΕΝΤΡΩΜΕΝΗ ΔΙΟΙΚΗΣΗ ΑΙΓΑΙΟΥ ΓΕΝΙΚΗ Δ/ΝΣΗ ΔΑΣΩΝ & ΑΓΡΟΤΙΚΩΝ ΥΠΟΘΕΣΕΩΝ Δ/ΝΣΗ ΔΑΣΩΝ ΚΥΚΛΑΔΩΝ Αρ. Πρωτ.: 5998 xyxy=(559,266,675,298)
column-5 xyxy=(558,80,676,1345)
classified-ad-lead: ΧΗΜΙΚΟΣ xyxy=(688,1077,728,1087)
statement-row-value: 8,00 xyxy=(919,175,930,182)
classified-category-heading: ΕΝΟΙΚΙΑΣΕΙΣ ΑΚΙΝΗΤΩΝ xyxy=(688,762,783,771)
